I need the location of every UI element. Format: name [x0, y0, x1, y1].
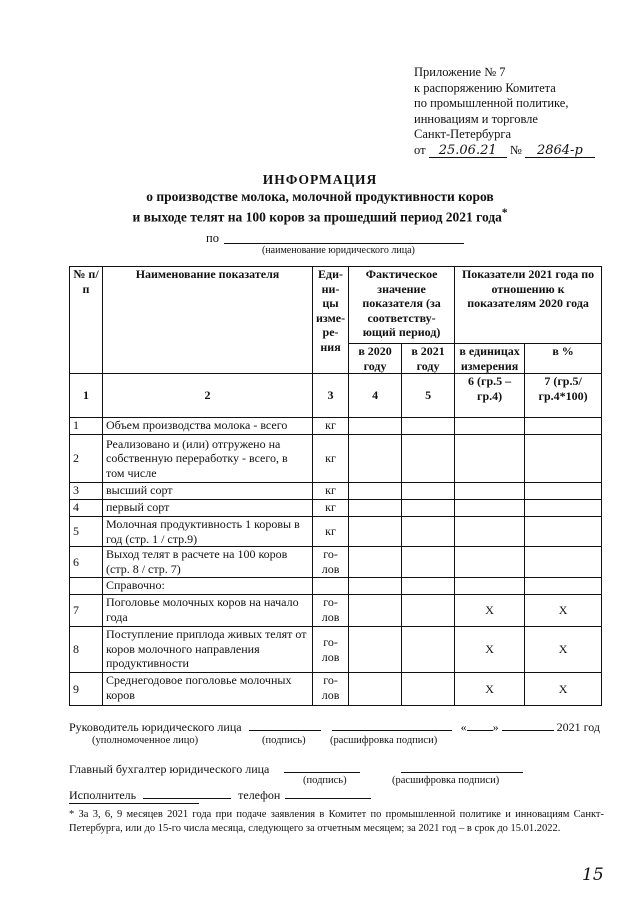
cell-2020[interactable]: [349, 435, 402, 483]
cell-percent[interactable]: [525, 418, 602, 435]
cell-2020[interactable]: [349, 517, 402, 547]
cell-2020[interactable]: [349, 418, 402, 435]
header-2021: в 2021 году: [402, 344, 455, 374]
decode-caption: (расшифровка подписи): [330, 735, 438, 746]
reference-row: [70, 578, 602, 595]
cell-2021[interactable]: [402, 627, 455, 673]
cell-units[interactable]: [455, 435, 525, 483]
phone-label: телефон: [238, 788, 281, 802]
cell-2020[interactable]: [349, 673, 402, 706]
cell-units[interactable]: [455, 500, 525, 517]
header-percent: в %: [525, 344, 602, 374]
col-number: 7 (гр.5/ гр.4*100): [525, 374, 602, 418]
empty-cell: [313, 578, 349, 595]
row-unit: го- лов: [313, 595, 349, 627]
appendix-line: по промышленной политике,: [414, 96, 569, 110]
table-row: [70, 483, 602, 500]
row-name: Поголовье молочных коров на начало года: [103, 595, 313, 627]
header-units: в единицах измерения: [455, 344, 525, 374]
appendix-title: Приложение № 7: [414, 65, 506, 79]
title-footnote-star: *: [501, 207, 508, 219]
cell-units[interactable]: [455, 517, 525, 547]
row-unit: кг: [313, 435, 349, 483]
row-num: 8: [70, 627, 103, 673]
row-unit: кг: [313, 500, 349, 517]
month-field[interactable]: [502, 730, 554, 731]
cell-units: Х: [455, 595, 525, 627]
row-num: 4: [70, 500, 103, 517]
header-indicators: Показатели 2021 года по отношению к показателям 2020 года: [455, 267, 602, 344]
header-unit: Еди- ни- цы изме- ре- ния: [313, 267, 349, 374]
page-number: 15: [582, 865, 604, 885]
quote-close: »: [492, 720, 499, 734]
row-name: Среднегодовое поголовье молочных коров: [103, 673, 313, 706]
table-row: [70, 435, 602, 483]
number-prefix: №: [509, 142, 522, 157]
footnote: * За 3, 6, 9 месяцев 2021 года при подаче заявления в Комитет по промышленной политике и инновациям Санкт-Петербурга, или до 15-го числа месяца, следующего за отчетным месяцем; за 2021 год – в срок до 15.01.2022.: [69, 809, 604, 834]
head-decode-field[interactable]: [332, 730, 452, 731]
footnote-rule: [69, 803, 199, 804]
row-name: Поступление приплода живых телят от коров молочного направления продуктивности: [103, 627, 313, 673]
cell-2020[interactable]: [349, 595, 402, 627]
row-name: первый сорт: [103, 500, 313, 517]
organization-name-caption: (наименование юридического лица): [262, 245, 415, 256]
cell-percent: Х: [525, 673, 602, 706]
cell-2021[interactable]: [402, 517, 455, 547]
row-name: Молочная продуктивность 1 коровы в год (стр. 1 / стр.9): [103, 517, 313, 547]
header-num: № п/п: [70, 267, 103, 374]
col-number: 5: [402, 374, 455, 418]
row-name: высший сорт: [103, 483, 313, 500]
quote-open: «: [460, 720, 467, 734]
executor-field[interactable]: [143, 798, 231, 799]
header-fact: Фактическое значение показателя (за соответству- ющий период): [349, 267, 455, 344]
cell-2020[interactable]: [349, 547, 402, 578]
row-num: 7: [70, 595, 103, 627]
col-number: 4: [349, 374, 402, 418]
appendix-line: к распоряжению Комитета: [414, 80, 556, 95]
cell-units[interactable]: [455, 547, 525, 578]
col-number: 6 (гр.5 – гр.4): [455, 374, 525, 418]
empty-cell: [525, 578, 602, 595]
table-row: [70, 595, 602, 627]
cell-2021[interactable]: [402, 418, 455, 435]
col-number: 2: [103, 374, 313, 418]
cell-2021[interactable]: [402, 673, 455, 706]
po-label: по: [206, 231, 219, 245]
cell-percent[interactable]: [525, 435, 602, 483]
appendix-line: инновациям и торговле: [414, 111, 538, 126]
table-row: [70, 500, 602, 517]
cell-units[interactable]: [455, 418, 525, 435]
sign-caption-2: (подпись): [303, 775, 347, 786]
indicators-table: [69, 266, 602, 706]
row-unit: кг: [313, 418, 349, 435]
phone-field[interactable]: [285, 798, 371, 799]
cell-2021[interactable]: [402, 500, 455, 517]
cell-units: Х: [455, 673, 525, 706]
appendix-date-line: [414, 143, 595, 159]
title-line: и выходе телят на 100 коров за прошедший период 2021 года: [132, 209, 502, 225]
cell-percent[interactable]: [525, 500, 602, 517]
sign-caption: (подпись): [262, 735, 306, 746]
table-row: [70, 517, 602, 547]
col-number: 1: [70, 374, 103, 418]
table-row: [70, 673, 602, 706]
row-num: 6: [70, 547, 103, 578]
row-name: Объем производства молока - всего: [103, 418, 313, 435]
row-unit: го- лов: [313, 547, 349, 578]
cell-percent[interactable]: [525, 517, 602, 547]
row-num: [70, 578, 103, 595]
row-unit: кг: [313, 483, 349, 500]
cell-2020[interactable]: [349, 483, 402, 500]
cell-percent: Х: [525, 595, 602, 627]
row-num: 2: [70, 435, 103, 483]
cell-2021[interactable]: [402, 435, 455, 483]
table-row: [70, 418, 602, 435]
day-field[interactable]: [467, 730, 493, 731]
cell-2020[interactable]: [349, 627, 402, 673]
handwritten-date: 25.06.21: [429, 144, 507, 158]
cell-units[interactable]: [455, 483, 525, 500]
executor-label: Исполнитель: [69, 788, 137, 802]
column-number-row: [70, 374, 602, 418]
title-main: ИНФОРМАЦИЯ: [262, 172, 378, 187]
head-label: Руководитель юридического лица: [69, 720, 242, 734]
handwritten-number: 2864-р: [525, 144, 595, 158]
header-row: [70, 267, 602, 344]
empty-cell: [402, 578, 455, 595]
appendix-block: [414, 65, 595, 158]
head-signature-field[interactable]: [249, 730, 321, 731]
cell-percent[interactable]: [525, 483, 602, 500]
header-2020: в 2020 году: [349, 344, 402, 374]
year-label: 2021 год: [556, 720, 600, 734]
empty-cell: [349, 578, 402, 595]
decode-caption-2: (расшифровка подписи): [392, 775, 500, 786]
row-num: 3: [70, 483, 103, 500]
cell-2021[interactable]: [402, 547, 455, 578]
table-row: [70, 627, 602, 673]
head-sub-caption: (уполномоченное лицо): [92, 735, 199, 746]
date-prefix: от: [414, 142, 426, 157]
title-line-with-star: [0, 205, 640, 226]
row-unit: го- лов: [313, 673, 349, 706]
table-row: [70, 547, 602, 578]
cell-2021[interactable]: [402, 595, 455, 627]
col-number: 3: [313, 374, 349, 418]
organization-name-field[interactable]: [224, 243, 464, 244]
row-num: 9: [70, 673, 103, 706]
row-unit: кг: [313, 517, 349, 547]
cell-2021[interactable]: [402, 483, 455, 500]
row-unit: го- лов: [313, 627, 349, 673]
empty-cell: [455, 578, 525, 595]
appendix-line: Санкт-Петербурга: [414, 127, 512, 141]
accountant-signature-field[interactable]: [284, 772, 360, 773]
document-title: [0, 171, 640, 226]
row-name: Выход телят в расчете на 100 коров (стр. 8 / стр. 7): [103, 547, 313, 578]
title-line: о производстве молока, молочной продуктивности коров: [146, 189, 494, 204]
header-name: Наименование показателя: [103, 267, 313, 374]
row-num: 1: [70, 418, 103, 435]
row-name: Реализовано и (или) отгружено на собственную переработку - всего, в том числе: [103, 435, 313, 483]
row-num: 5: [70, 517, 103, 547]
cell-percent[interactable]: [525, 547, 602, 578]
accountant-decode-field[interactable]: [401, 772, 523, 773]
cell-percent: Х: [525, 627, 602, 673]
cell-units: Х: [455, 627, 525, 673]
accountant-label: Главный бухгалтер юридического лица: [69, 762, 270, 776]
cell-2020[interactable]: [349, 500, 402, 517]
head-signature-line: [69, 720, 600, 735]
executor-line: [69, 788, 371, 803]
reference-label: Справочно:: [103, 578, 313, 595]
